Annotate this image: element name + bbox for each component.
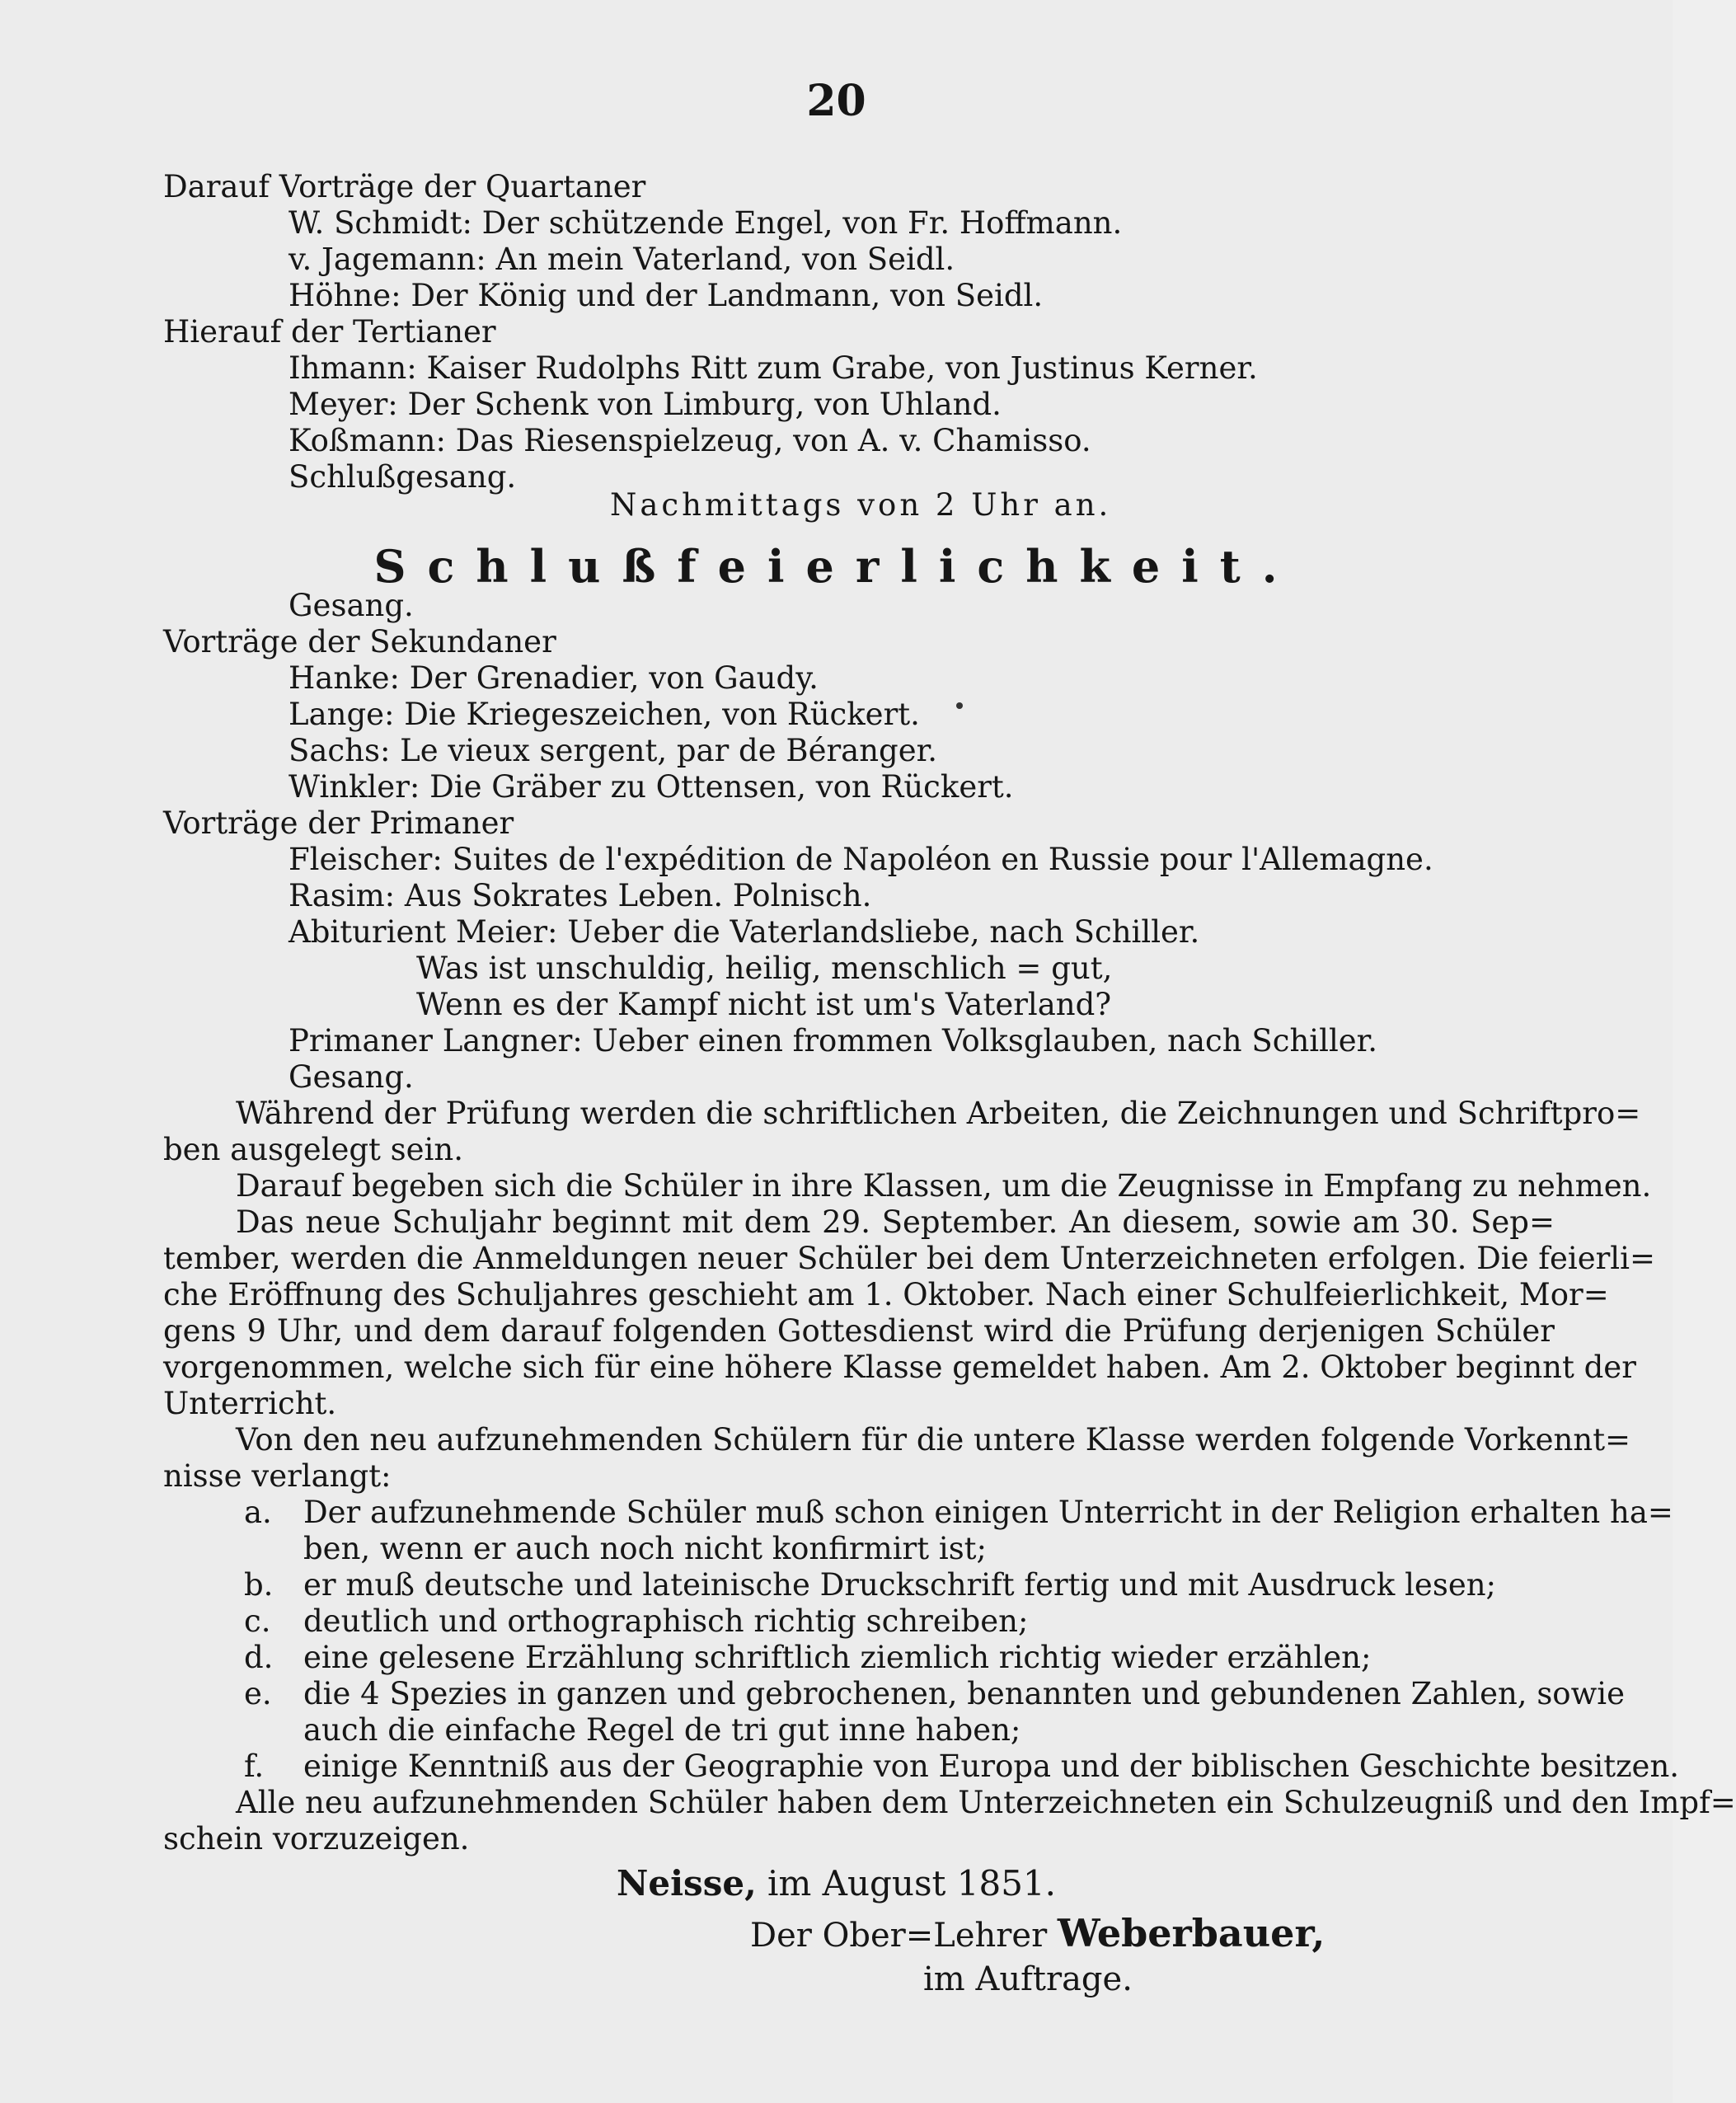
requirement-a-letter: a. [244, 1495, 272, 1530]
requirement-f-text: einige Kenntniß aus der Geographie von Europa und der biblischen Geschichte besitzen. [303, 1749, 1680, 1784]
paragraph-schoolyear-line-6: Unterricht. [163, 1386, 337, 1421]
place: Neisse, [616, 1863, 757, 1903]
requirement-e-line-1: die 4 Spezies in ganzen und gebrochenen, benannten und gebundenen Zahlen, sowie [303, 1676, 1625, 1711]
tertianer-intro: Hierauf der Tertianer [163, 314, 496, 350]
requirement-c-letter: c. [244, 1603, 271, 1639]
signature-line [750, 1911, 1325, 1955]
recitation-quartaner-2: v. Jagemann: An mein Vaterland, von Seidl. [289, 242, 955, 277]
requirement-a-line-2: ben, wenn er auch noch nicht konfirmirt ist; [303, 1531, 988, 1566]
recitation-quartaner-1: W. Schmidt: Der schützende Engel, von Fr. Hoffmann. [289, 205, 1123, 241]
primaner-intro: Vorträge der Primaner [163, 805, 514, 841]
signature-name: Weberbauer, [1057, 1911, 1325, 1955]
closing-song: Schlußgesang. [289, 459, 517, 495]
requirement-e-letter: e. [244, 1676, 272, 1711]
recitation-primaner-2: Rasim: Aus Sokrates Leben. Polnisch. [289, 878, 872, 913]
page-number: 20 [806, 76, 866, 126]
quote-line-2: Wenn es der Kampf nicht ist um's Vaterland? [416, 987, 1112, 1022]
recitation-tertianer-3: Koßmann: Das Riesenspielzeug, von A. v. Chamisso. [289, 423, 1091, 458]
date: im August 1851. [767, 1863, 1056, 1903]
paragraph-schoolyear-line-4: gens 9 Uhr, und dem darauf folgenden Gottesdienst wird die Prüfung derjenigen Schüler [163, 1313, 1555, 1349]
afternoon-note: Nachmittags von 2 Uhr an. [610, 487, 1112, 523]
paragraph-certificates: Darauf begeben sich die Schüler in ihre Klassen, um die Zeugnisse in Empfang zu nehmen. [236, 1168, 1652, 1204]
recitation-primaner-4: Primaner Langner: Ueber einen frommen Volksglauben, nach Schiller. [289, 1023, 1378, 1059]
recitation-sekundaner-1: Hanke: Der Grenadier, von Gaudy. [289, 660, 819, 696]
section-heading: Schlußfeierlichkeit. [373, 540, 1299, 593]
recitation-sekundaner-3: Sachs: Le vieux sergent, par de Béranger. [289, 733, 938, 768]
recitation-quartaner-3: Höhne: Der König und der Landmann, von Seidl. [289, 278, 1044, 313]
requirement-b-text: er muß deutsche und lateinische Druckschrift fertig und mit Ausdruck lesen; [303, 1567, 1497, 1603]
recitation-tertianer-1: Ihmann: Kaiser Rudolphs Ritt zum Grabe, von Justinus Kerner. [289, 350, 1258, 386]
quartaner-intro: Darauf Vorträge der Quartaner [163, 169, 646, 204]
place-date [0, 1863, 1673, 1903]
signature-title: Der Ober=Lehrer [750, 1917, 1048, 1955]
recitation-primaner-1: Fleischer: Suites de l'expédition de Napoléon en Russie pour l'Allemagne. [289, 842, 1433, 877]
requirement-f-letter: f. [244, 1749, 265, 1784]
paragraph-exam-line-1: Während der Prüfung werden die schriftlichen Arbeiten, die Zeichnungen und Schriftpro= [236, 1096, 1641, 1131]
paragraph-schoolyear-line-2: tember, werden die Anmeldungen neuer Schüler bei dem Unterzeichneten erfolgen. Die feierli= [163, 1241, 1655, 1276]
final-note-line-1: Alle neu aufzunehmenden Schüler haben dem Unterzeichneten ein Schulzeugniß und den Impf= [236, 1785, 1736, 1820]
signature-suffix: im Auftrage. [923, 1960, 1133, 1998]
requirement-c-text: deutlich und orthographisch richtig schreiben; [303, 1603, 1029, 1639]
recitation-primaner-3: Abiturient Meier: Ueber die Vaterlandsliebe, nach Schiller. [289, 914, 1200, 950]
paragraph-schoolyear-line-1: Das neue Schuljahr beginnt mit dem 29. September. An diesem, sowie am 30. Sep= [236, 1204, 1555, 1240]
paragraph-schoolyear-line-5: vorgenommen, welche sich für eine höhere Klasse gemeldet haben. Am 2. Oktober beginnt der [163, 1350, 1636, 1385]
paragraph-prerequisites-line-1: Von den neu aufzunehmenden Schülern für die untere Klasse werden folgende Vorkennt= [236, 1422, 1631, 1458]
paragraph-prerequisites-line-2: nisse verlangt: [163, 1458, 392, 1494]
song-2: Gesang. [289, 1059, 414, 1095]
requirement-b-letter: b. [244, 1567, 274, 1603]
quote-line-1: Was ist unschuldig, heilig, menschlich = gut, [416, 951, 1113, 986]
requirement-a-line-1: Der aufzunehmende Schüler muß schon einigen Unterricht in der Religion erhalten ha= [303, 1495, 1673, 1530]
paragraph-schoolyear-line-3: che Eröffnung des Schuljahres geschieht am 1. Oktober. Nach einer Schulfeierlichkeit, Mor= [163, 1277, 1609, 1312]
sekundaner-intro: Vorträge der Sekundaner [163, 624, 556, 660]
requirement-d-text: eine gelesene Erzählung schriftlich ziemlich richtig wieder erzählen; [303, 1640, 1372, 1675]
paragraph-exam-line-2: ben ausgelegt sein. [163, 1132, 463, 1167]
recitation-sekundaner-2: Lange: Die Kriegeszeichen, von Rückert. [289, 697, 920, 732]
requirement-d-letter: d. [244, 1640, 274, 1675]
final-note-line-2: schein vorzuzeigen. [163, 1821, 470, 1857]
recitation-sekundaner-4: Winkler: Die Gräber zu Ottensen, von Rückert. [289, 769, 1014, 805]
recitation-tertianer-2: Meyer: Der Schenk von Limburg, von Uhland. [289, 387, 1002, 422]
ink-speck [956, 702, 963, 709]
song-1: Gesang. [289, 588, 414, 623]
requirement-e-line-2: auch die einfache Regel de tri gut inne haben; [303, 1712, 1021, 1748]
